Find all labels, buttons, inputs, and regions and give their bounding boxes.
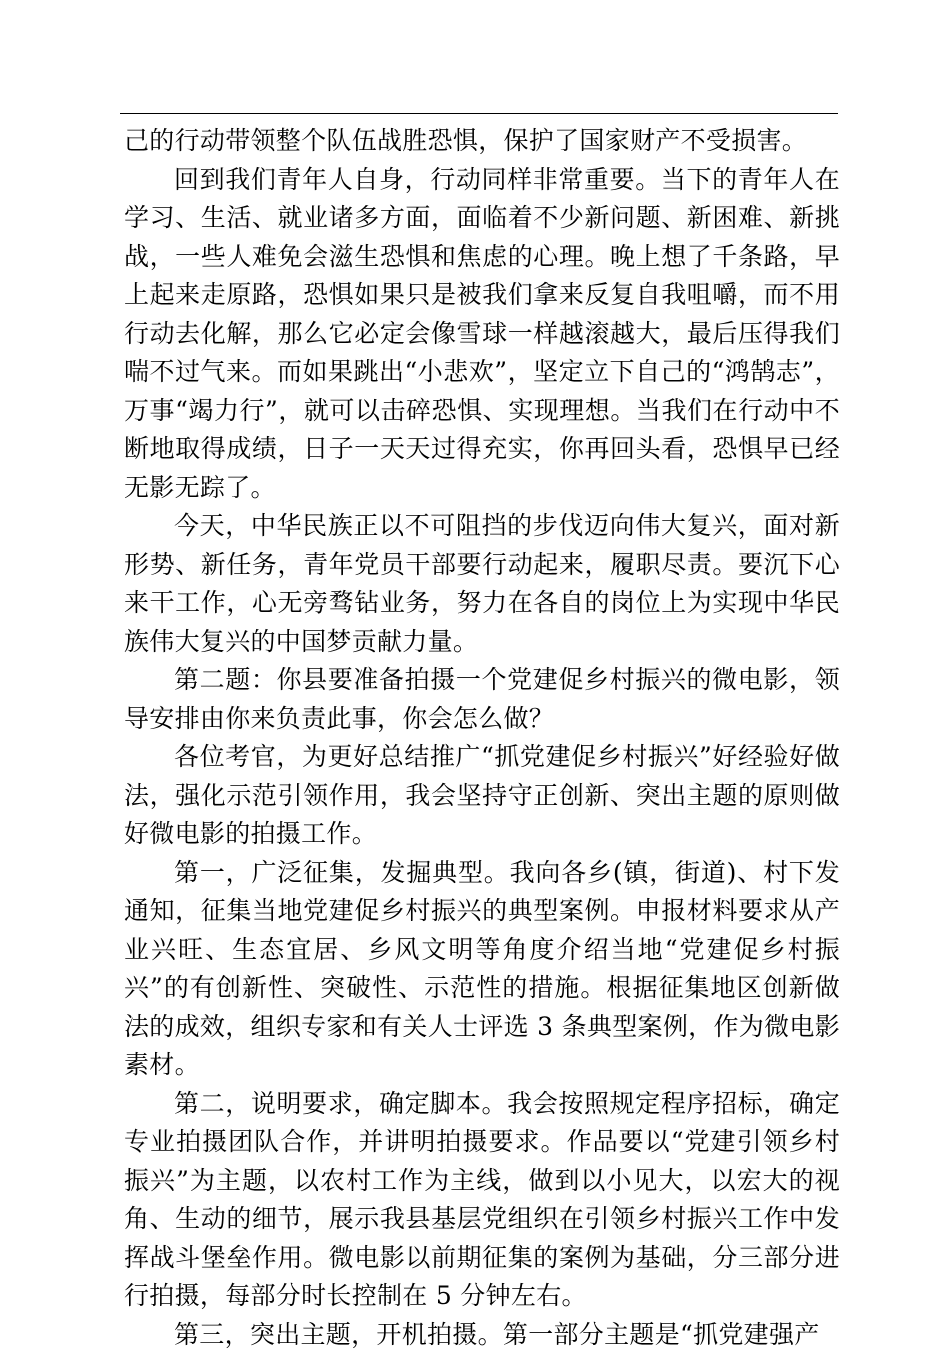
paragraph-step-two: 第二，说明要求，确定脚本。我会按照规定程序招标，确定专业拍摄团队合作，并讲明拍摄要求。作品要以“党建引领乡村振兴”为主题，以农村工作为主线，做到以小见大，以宏大的视角、生动的细节，展示我县基层党组织在引领乡村振兴工作中发挥战斗堡垒作用。微电影以前期征集的案例为基础，分三部分进行拍摄，每部分时长控制在 5 分钟左右。 — [124, 1085, 840, 1316]
paragraph-continuation: 己的行动带领整个队伍战胜恐惧，保护了国家财产不受损害。 — [124, 122, 840, 161]
header-rule — [120, 113, 838, 114]
paragraph-youth-action: 回到我们青年人自身，行动同样非常重要。当下的青年人在学习、生活、就业诸多方面，面临着不少新问题、新困难、新挑战，一些人难免会滋生恐惧和焦虑的心理。晚上想了千条路，早上起来走原路，恐惧如果只是被我们拿来反复自我咀嚼，而不用行动去化解，那么它必定会像雪球一样越滚越大，最后压得我们喘不过气来。而如果跳出“小悲欢”，坚定立下自己的“鸿鹄志”，万事“竭力行”，就可以击碎恐惧、实现理想。当我们在行动中不断地取得成绩，日子一天天过得充实，你再回头看，恐惧早已经无影无踪了。 — [124, 161, 840, 508]
paragraph-step-one: 第一，广泛征集，发掘典型。我向各乡(镇，街道)、村下发通知，征集当地党建促乡村振兴的典型案例。申报材料要求从产业兴旺、生态宜居、乡风文明等角度介绍当地“党建促乡村振兴”的有创新性、突破性、示范性的措施。根据征集地区创新做法的成效，组织专家和有关人士评选 3 条典型案例，作为微电影素材。 — [124, 854, 840, 1085]
paragraph-national-rejuvenation: 今天，中华民族正以不可阻挡的步伐迈向伟大复兴，面对新形势、新任务，青年党员干部要行动起来，履职尽责。要沉下心来干工作，心无旁骛钻业务，努力在各自的岗位上为实现中华民族伟大复兴的中国梦贡献力量。 — [124, 507, 840, 661]
paragraph-step-three: 第三，突出主题，开机拍摄。第一部分主题是“抓党建强产 — [124, 1316, 840, 1354]
document-body — [124, 122, 840, 1354]
paragraph-question-two: 第二题：你县要准备拍摄一个党建促乡村振兴的微电影，领导安排由你来负责此事，你会怎么做？ — [124, 661, 840, 738]
paragraph-answer-intro: 各位考官，为更好总结推广“抓党建促乡村振兴”好经验好做法，强化示范引领作用，我会坚持守正创新、突出主题的原则做好微电影的拍摄工作。 — [124, 738, 840, 854]
